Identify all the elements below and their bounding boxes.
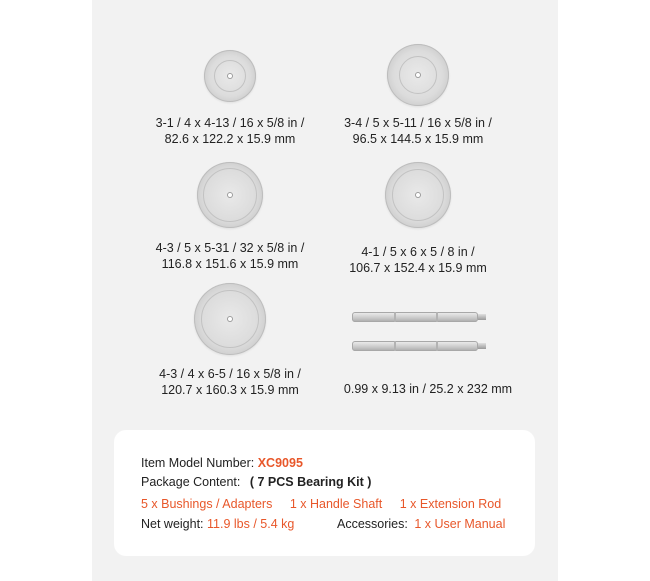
item-label-line2: 120.7 x 160.3 x 15.9 mm xyxy=(161,383,299,397)
net-weight-value: 11.9 lbs / 5.4 kg xyxy=(207,517,295,531)
model-number-value: XC9095 xyxy=(257,456,303,470)
accessories-row xyxy=(337,516,505,532)
package-content-label: Package Content: xyxy=(141,475,241,489)
item-label-line2: 106.7 x 152.4 x 15.9 mm xyxy=(349,261,487,275)
handle-shaft-image xyxy=(352,312,478,322)
bushing-disc-image xyxy=(197,162,263,228)
content-item: 5 x Bushings / Adapters xyxy=(141,497,273,511)
package-content-row xyxy=(141,474,371,490)
item-label-line2: 116.8 x 151.6 x 15.9 mm xyxy=(161,257,299,271)
content-item: 1 x Handle Shaft xyxy=(289,497,383,511)
item-label-line1: 4-1 / 5 x 6 x 5 / 8 in / xyxy=(361,245,475,259)
bushing-disc-image xyxy=(387,44,449,106)
bushing-disc-image xyxy=(385,162,451,228)
package-contents-row xyxy=(141,496,501,512)
extension-rod-image xyxy=(352,341,478,351)
model-number-row xyxy=(141,455,303,471)
net-weight-label: Net weight: xyxy=(141,517,204,531)
model-number-label: Item Model Number: xyxy=(141,456,255,470)
accessories-label: Accessories: xyxy=(337,517,408,531)
bushing-item-1 xyxy=(150,50,310,147)
bushing-item-2 xyxy=(338,44,498,147)
bushing-item-3 xyxy=(150,162,310,272)
bushing-item-5 xyxy=(150,283,310,398)
item-label-line1: 3-4 / 5 x 5-11 / 16 x 5/8 in / xyxy=(344,116,492,130)
item-label-line1: 4-3 / 5 x 5-31 / 32 x 5/8 in / xyxy=(155,241,305,255)
content-item: 1 x Extension Rod xyxy=(399,497,502,511)
bushing-disc-image xyxy=(204,50,256,102)
item-label-line1: 0.99 x 9.13 in / 25.2 x 232 mm xyxy=(343,382,513,396)
item-label-line1: 4-3 / 4 x 6-5 / 16 x 5/8 in / xyxy=(159,367,301,381)
item-label-line2: 96.5 x 144.5 x 15.9 mm xyxy=(352,132,484,146)
product-info-card xyxy=(114,430,535,556)
item-label-line1: 3-1 / 4 x 4-13 / 16 x 5/8 in / xyxy=(155,116,305,130)
accessories-value: 1 x User Manual xyxy=(414,517,506,531)
item-label-line2: 82.6 x 122.2 x 15.9 mm xyxy=(164,132,296,146)
bushing-disc-image xyxy=(194,283,266,355)
rod-item-label xyxy=(318,381,538,397)
net-weight-row xyxy=(141,516,294,532)
bushing-item-4 xyxy=(338,162,498,276)
package-content-value: ( 7 PCS Bearing Kit ) xyxy=(249,475,372,489)
